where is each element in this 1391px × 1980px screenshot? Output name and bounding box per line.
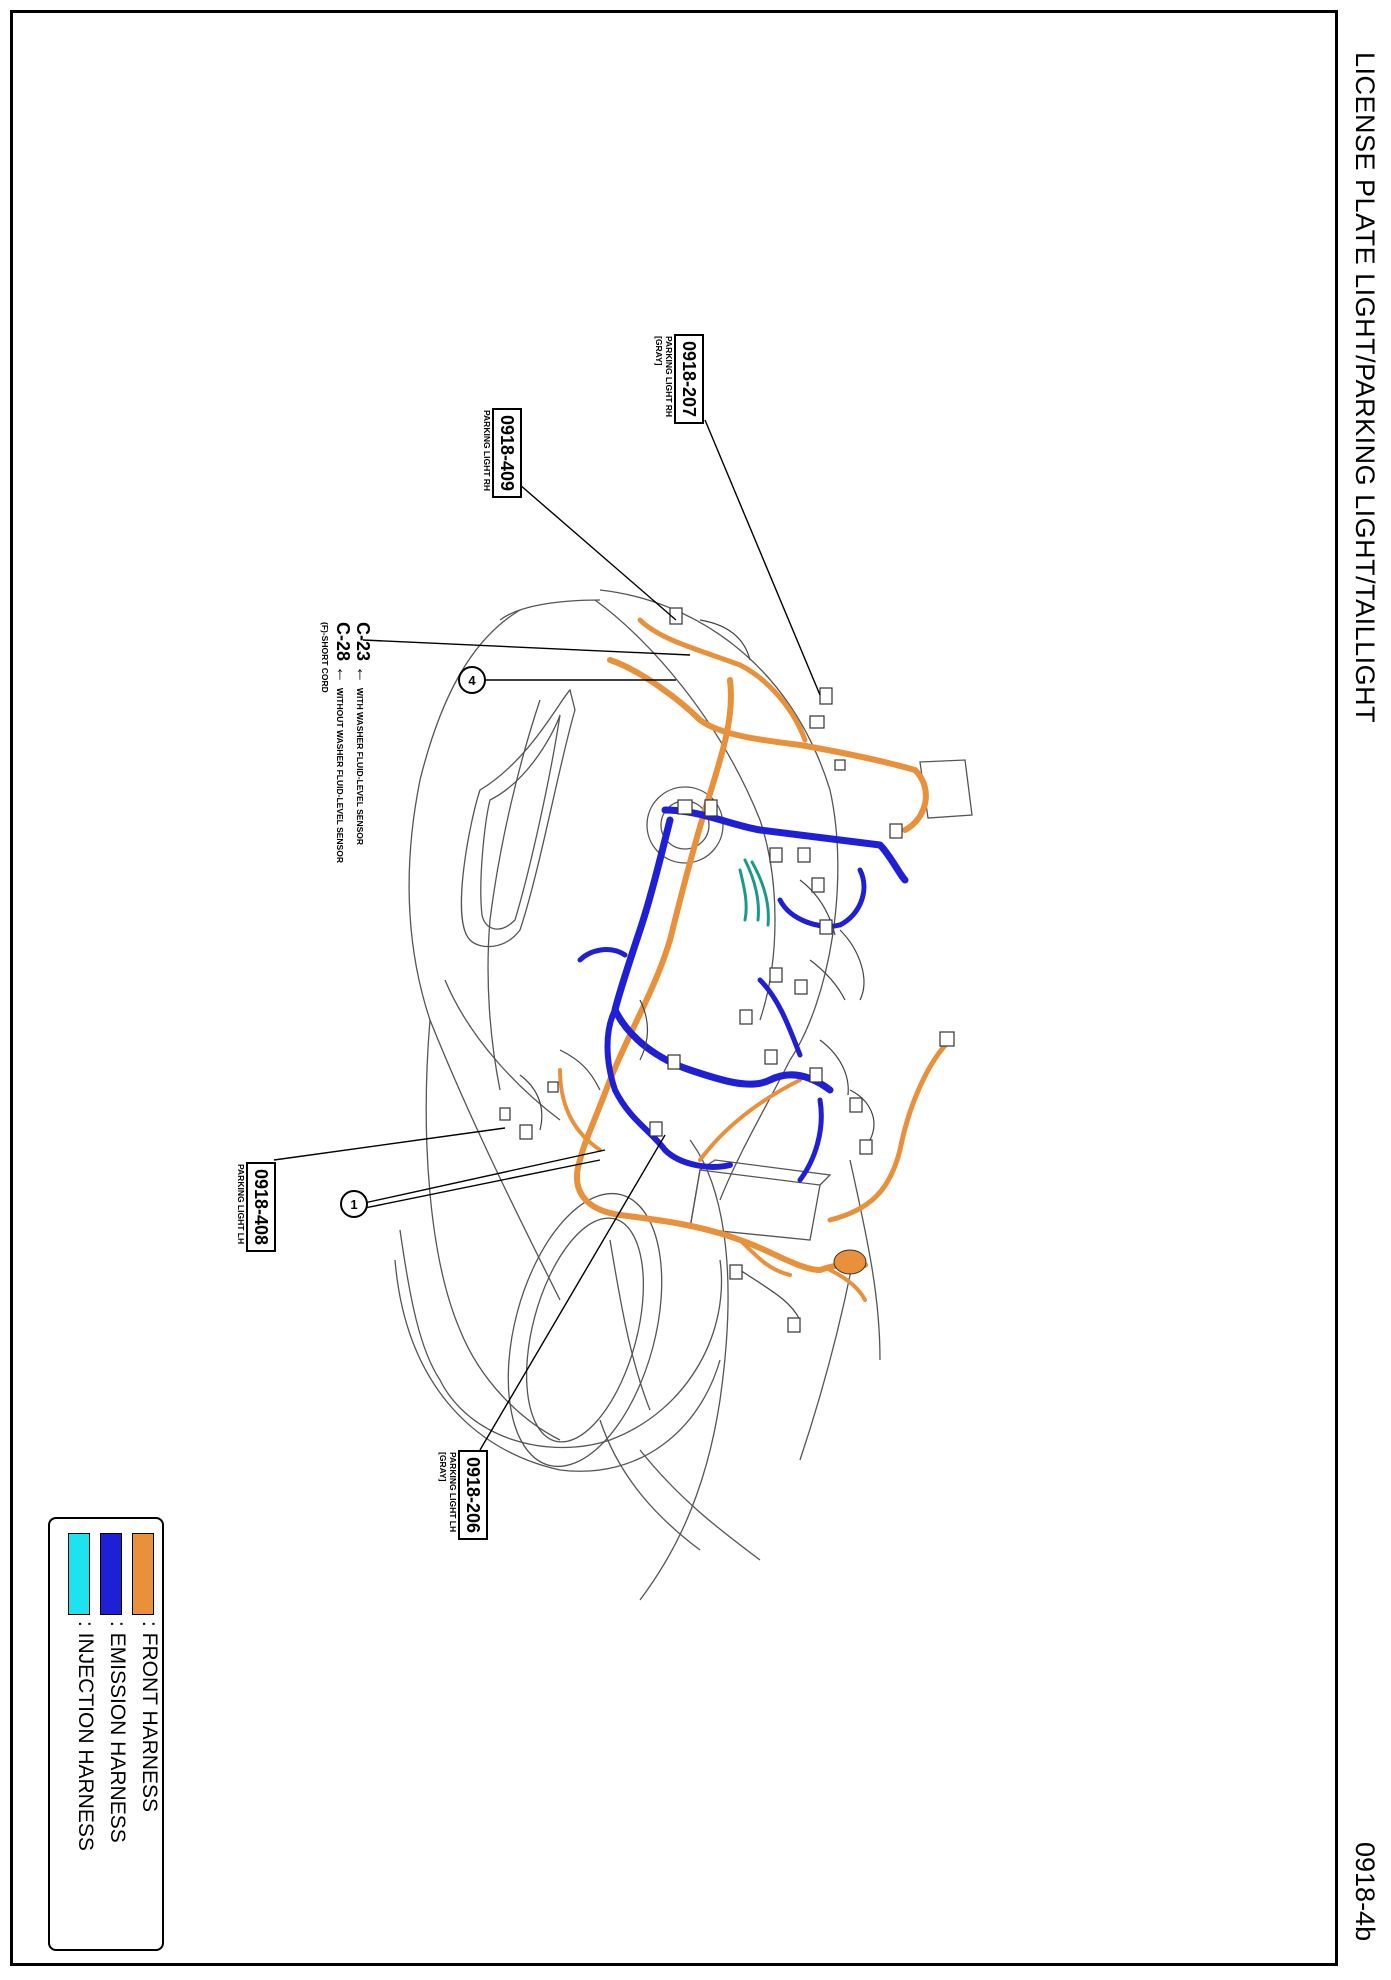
arrow-left-icon: ← [353, 665, 373, 684]
connector-c23-id[interactable]: C-23 [353, 622, 373, 662]
short-cord-label: (F)-SHORT CORD [320, 622, 330, 693]
callout-0918-207-code[interactable]: 0918-207 [674, 334, 704, 424]
connector-c23-desc: WITH WASHER FLUID-LEVEL SENSOR [355, 687, 365, 846]
callout-0918-409-code[interactable]: 0918-409 [492, 408, 522, 498]
marker-4[interactable]: 4 [458, 666, 486, 694]
headlamp-socket [834, 1250, 866, 1274]
connector-c28-id[interactable]: C-28 [333, 622, 353, 662]
arrow-left-icon: ← [333, 665, 353, 684]
injection-harness-swatch [68, 1533, 90, 1615]
legend-item-front: : FRONT HARNESS [138, 1621, 161, 1812]
harness-legend [48, 1517, 164, 1951]
callout-0918-408-name: PARKING LIGHT LH [236, 1164, 246, 1245]
harness-bundles [560, 620, 950, 1300]
callout-0918-206-code[interactable]: 0918-206 [458, 1450, 488, 1540]
callout-0918-409-name: PARKING LIGHT RH [482, 410, 492, 492]
leader-lines [274, 420, 820, 1450]
callout-0918-207-name: PARKING LIGHT RH [664, 336, 674, 418]
connector-c23-row [352, 622, 372, 845]
page-number: 0918-4b [1350, 1842, 1380, 1942]
emission-harness-swatch [100, 1533, 122, 1615]
callout-0918-207-note: [GRAY] [654, 336, 664, 366]
page-title: LICENSE PLATE LIGHT/PARKING LIGHT/TAILLIGHT [1350, 52, 1380, 724]
callout-0918-408-code[interactable]: 0918-408 [246, 1162, 276, 1252]
callout-0918-206-name: PARKING LIGHT LH [448, 1452, 458, 1533]
callout-0918-206-note: [GRAY] [438, 1452, 448, 1482]
connector-c28-row [332, 622, 352, 863]
legend-item-emission: : EMISSION HARNESS [106, 1621, 129, 1843]
legend-item-injection: : INJECTION HARNESS [74, 1621, 97, 1851]
front-harness-swatch [132, 1533, 154, 1615]
marker-1[interactable]: 1 [340, 1190, 368, 1218]
connector-c28-desc: WITHOUT WASHER FLUID-LEVEL SENSOR [335, 687, 345, 863]
